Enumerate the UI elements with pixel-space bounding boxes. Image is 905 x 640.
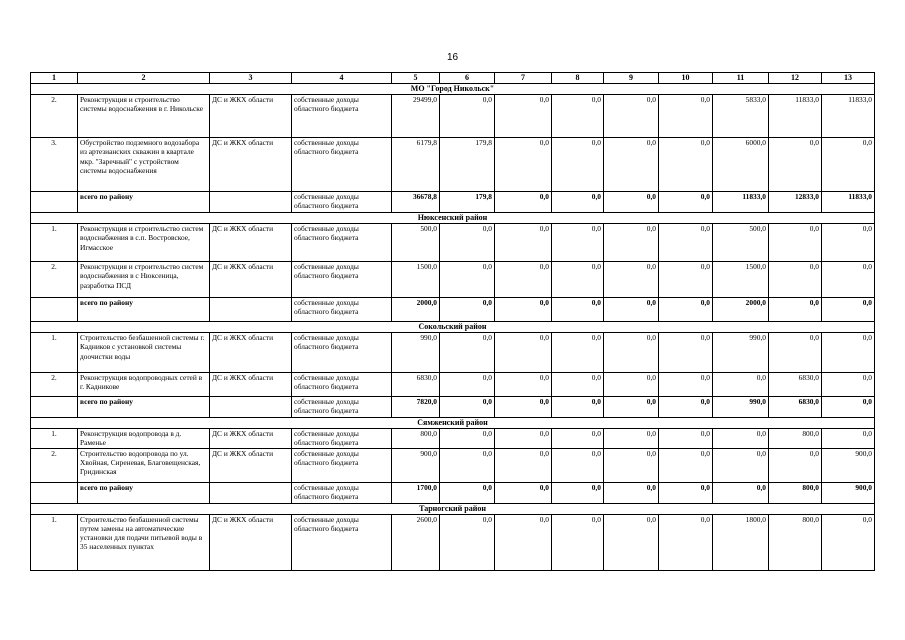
header-row (31, 73, 875, 84)
amount-cell: 0,0 (659, 138, 713, 192)
section-header-row (31, 503, 875, 514)
funding-source: собственные доходы областного бюджета (292, 333, 392, 373)
amount-cell: 0,0 (552, 192, 604, 213)
section-title: Сямженский район (31, 418, 875, 429)
amount-cell: 0,0 (604, 262, 659, 298)
column-header: 10 (659, 73, 713, 84)
table-row (31, 429, 875, 449)
amount-cell: 0,0 (659, 298, 713, 322)
funding-source: собственные доходы областного бюджета (292, 448, 392, 482)
project-name: Строительство водопровода по ул. Хвойная, Сиреневая, Благовещенская, Гридинская (78, 448, 210, 482)
amount-cell: 179,8 (440, 192, 495, 213)
amount-cell: 2000,0 (713, 298, 769, 322)
amount-cell: 6830,0 (769, 373, 822, 397)
column-header: 3 (210, 73, 292, 84)
amount-cell: 0,0 (769, 262, 822, 298)
amount-cell: 0,0 (440, 333, 495, 373)
amount-cell: 0,0 (604, 482, 659, 503)
funding-source: собственные доходы областного бюджета (292, 373, 392, 397)
amount-cell: 0,0 (495, 95, 552, 138)
project-name: Реконструкция водопровода в д. Раменье (78, 429, 210, 449)
column-header: 12 (769, 73, 822, 84)
amount-cell: 6000,0 (713, 138, 769, 192)
amount-cell: 900,0 (392, 448, 440, 482)
amount-cell: 29499,0 (392, 95, 440, 138)
amount-cell: 0,0 (440, 95, 495, 138)
responsible-org: ДС и ЖКХ области (210, 448, 292, 482)
amount-cell: 12833,0 (769, 192, 822, 213)
amount-cell: 0,0 (495, 373, 552, 397)
row-number: 2. (31, 95, 78, 138)
section-header-row (31, 322, 875, 333)
amount-cell: 11833,0 (769, 95, 822, 138)
column-header: 7 (495, 73, 552, 84)
amount-cell: 500,0 (392, 224, 440, 262)
total-label: всего по району (78, 397, 210, 418)
funding-source: собственные доходы областного бюджета (292, 192, 392, 213)
row-number (31, 482, 78, 503)
total-row (31, 397, 875, 418)
amount-cell: 0,0 (552, 482, 604, 503)
amount-cell: 0,0 (552, 262, 604, 298)
amount-cell: 990,0 (713, 397, 769, 418)
responsible-org: ДС и ЖКХ области (210, 514, 292, 570)
responsible-org: ДС и ЖКХ области (210, 262, 292, 298)
amount-cell: 0,0 (552, 298, 604, 322)
amount-cell: 990,0 (713, 333, 769, 373)
responsible-org: ДС и ЖКХ области (210, 224, 292, 262)
amount-cell: 0,0 (713, 429, 769, 449)
amount-cell: 1500,0 (392, 262, 440, 298)
funding-source: собственные доходы областного бюджета (292, 138, 392, 192)
amount-cell: 7820,0 (392, 397, 440, 418)
amount-cell: 1500,0 (713, 262, 769, 298)
amount-cell: 0,0 (604, 397, 659, 418)
column-header: 4 (292, 73, 392, 84)
responsible-org (210, 397, 292, 418)
total-row (31, 482, 875, 503)
table-row (31, 95, 875, 138)
row-number: 1. (31, 224, 78, 262)
row-number (31, 397, 78, 418)
amount-cell: 0,0 (495, 262, 552, 298)
amount-cell: 0,0 (552, 138, 604, 192)
total-label: всего по району (78, 482, 210, 503)
amount-cell: 0,0 (552, 373, 604, 397)
amount-cell: 0,0 (440, 298, 495, 322)
amount-cell: 0,0 (440, 262, 495, 298)
project-name: Реконструкция и строительство систем водоснабжения в с Нюксеница, разработка ПСД (78, 262, 210, 298)
table-row (31, 448, 875, 482)
amount-cell: 11833,0 (713, 192, 769, 213)
amount-cell: 800,0 (392, 429, 440, 449)
amount-cell: 0,0 (604, 298, 659, 322)
project-name: Реконструкция и строительство систем водоснабжения в с.п. Востровское, Игмасское (78, 224, 210, 262)
amount-cell: 0,0 (552, 333, 604, 373)
amount-cell: 0,0 (552, 224, 604, 262)
project-name: Строительство безбашенной системы г. Кадников с установкой системы доочистки воды (78, 333, 210, 373)
amount-cell: 800,0 (769, 514, 822, 570)
amount-cell: 0,0 (495, 448, 552, 482)
row-number: 3. (31, 138, 78, 192)
amount-cell: 0,0 (440, 224, 495, 262)
row-number: 2. (31, 373, 78, 397)
amount-cell: 0,0 (495, 514, 552, 570)
funding-source: собственные доходы областного бюджета (292, 514, 392, 570)
amount-cell: 0,0 (822, 397, 875, 418)
section-title: Нюксенский район (31, 213, 875, 224)
funding-source: собственные доходы областного бюджета (292, 482, 392, 503)
funding-source: собственные доходы областного бюджета (292, 298, 392, 322)
funding-source: собственные доходы областного бюджета (292, 224, 392, 262)
funding-source: собственные доходы областного бюджета (292, 262, 392, 298)
project-name: Строительство безбашенной системы путем замены на автоматические установки для подачи питьевой воды в 35 населенных пунктах (78, 514, 210, 570)
amount-cell: 0,0 (822, 262, 875, 298)
amount-cell: 0,0 (769, 298, 822, 322)
amount-cell: 0,0 (659, 224, 713, 262)
amount-cell: 0,0 (552, 95, 604, 138)
amount-cell: 0,0 (659, 448, 713, 482)
section-title: Тарногский район (31, 503, 875, 514)
section-header-row (31, 213, 875, 224)
amount-cell: 0,0 (604, 224, 659, 262)
amount-cell: 0,0 (495, 224, 552, 262)
amount-cell: 0,0 (659, 333, 713, 373)
table-row (31, 262, 875, 298)
responsible-org: ДС и ЖКХ области (210, 95, 292, 138)
amount-cell: 0,0 (604, 429, 659, 449)
amount-cell: 36678,8 (392, 192, 440, 213)
row-number: 2. (31, 262, 78, 298)
amount-cell: 0,0 (552, 448, 604, 482)
amount-cell: 0,0 (440, 482, 495, 503)
amount-cell: 0,0 (659, 514, 713, 570)
amount-cell: 0,0 (659, 262, 713, 298)
amount-cell: 0,0 (659, 192, 713, 213)
amount-cell: 0,0 (440, 448, 495, 482)
amount-cell: 0,0 (440, 373, 495, 397)
amount-cell: 0,0 (440, 397, 495, 418)
page-number: 16 (446, 52, 459, 63)
amount-cell: 0,0 (659, 397, 713, 418)
column-header: 6 (440, 73, 495, 84)
amount-cell: 0,0 (495, 138, 552, 192)
column-header: 8 (552, 73, 604, 84)
total-row (31, 298, 875, 322)
project-name: Реконструкция водопроводных сетей в г. Кадникове (78, 373, 210, 397)
table-row (31, 333, 875, 373)
responsible-org: ДС и ЖКХ области (210, 333, 292, 373)
total-row (31, 192, 875, 213)
amount-cell: 6179,8 (392, 138, 440, 192)
amount-cell: 0,0 (659, 482, 713, 503)
amount-cell: 900,0 (822, 448, 875, 482)
amount-cell: 2000,0 (392, 298, 440, 322)
amount-cell: 0,0 (822, 373, 875, 397)
row-number: 1. (31, 333, 78, 373)
amount-cell: 1700,0 (392, 482, 440, 503)
amount-cell: 500,0 (713, 224, 769, 262)
amount-cell: 0,0 (822, 224, 875, 262)
amount-cell: 990,0 (392, 333, 440, 373)
amount-cell: 0,0 (604, 448, 659, 482)
table-row (31, 514, 875, 570)
amount-cell: 1800,0 (713, 514, 769, 570)
responsible-org: ДС и ЖКХ области (210, 429, 292, 449)
amount-cell: 0,0 (769, 138, 822, 192)
amount-cell: 5833,0 (713, 95, 769, 138)
amount-cell: 0,0 (659, 373, 713, 397)
row-number (31, 298, 78, 322)
amount-cell: 0,0 (769, 448, 822, 482)
amount-cell: 0,0 (713, 482, 769, 503)
project-name: Реконструкция и строительство системы водоснабжения в г. Никольске (78, 95, 210, 138)
column-header: 1 (31, 73, 78, 84)
amount-cell: 0,0 (822, 298, 875, 322)
total-label: всего по району (78, 298, 210, 322)
amount-cell: 11833,0 (822, 192, 875, 213)
column-header: 13 (822, 73, 875, 84)
amount-cell: 0,0 (552, 429, 604, 449)
column-header: 2 (78, 73, 210, 84)
amount-cell: 179,8 (440, 138, 495, 192)
amount-cell: 6830,0 (769, 397, 822, 418)
amount-cell: 0,0 (604, 514, 659, 570)
responsible-org (210, 298, 292, 322)
amount-cell: 0,0 (769, 224, 822, 262)
column-header: 9 (604, 73, 659, 84)
amount-cell: 800,0 (769, 429, 822, 449)
responsible-org: ДС и ЖКХ области (210, 138, 292, 192)
amount-cell: 900,0 (822, 482, 875, 503)
responsible-org: ДС и ЖКХ области (210, 373, 292, 397)
amount-cell: 0,0 (713, 373, 769, 397)
project-name: Обустройство подземного водозабора из артезианских скважин в квартале мкр. "Заречный" с устройством системы водоснабжения (78, 138, 210, 192)
amount-cell: 0,0 (604, 192, 659, 213)
responsible-org (210, 482, 292, 503)
section-header-row (31, 418, 875, 429)
funding-source: собственные доходы областного бюджета (292, 429, 392, 449)
amount-cell: 0,0 (552, 397, 604, 418)
amount-cell: 2600,0 (392, 514, 440, 570)
responsible-org (210, 192, 292, 213)
budget-table (30, 72, 875, 571)
column-header: 11 (713, 73, 769, 84)
amount-cell: 6830,0 (392, 373, 440, 397)
amount-cell: 0,0 (604, 95, 659, 138)
table-row (31, 373, 875, 397)
row-number: 1. (31, 514, 78, 570)
amount-cell: 0,0 (552, 514, 604, 570)
row-number (31, 192, 78, 213)
row-number: 1. (31, 429, 78, 449)
amount-cell: 0,0 (495, 429, 552, 449)
amount-cell: 11833,0 (822, 95, 875, 138)
amount-cell: 0,0 (495, 298, 552, 322)
amount-cell: 0,0 (822, 138, 875, 192)
amount-cell: 0,0 (713, 448, 769, 482)
amount-cell: 0,0 (440, 429, 495, 449)
amount-cell: 0,0 (495, 333, 552, 373)
column-header: 5 (392, 73, 440, 84)
amount-cell: 0,0 (822, 333, 875, 373)
amount-cell: 0,0 (769, 333, 822, 373)
amount-cell: 0,0 (822, 514, 875, 570)
amount-cell: 0,0 (659, 429, 713, 449)
table-row (31, 138, 875, 192)
amount-cell: 0,0 (822, 429, 875, 449)
table-row (31, 224, 875, 262)
total-label: всего по району (78, 192, 210, 213)
amount-cell: 0,0 (495, 192, 552, 213)
amount-cell: 0,0 (659, 95, 713, 138)
funding-source: собственные доходы областного бюджета (292, 95, 392, 138)
amount-cell: 800,0 (769, 482, 822, 503)
row-number: 2. (31, 448, 78, 482)
section-title: Сокольский район (31, 322, 875, 333)
amount-cell: 0,0 (440, 514, 495, 570)
amount-cell: 0,0 (495, 482, 552, 503)
amount-cell: 0,0 (604, 373, 659, 397)
section-title: МО "Город Никольск" (31, 84, 875, 95)
amount-cell: 0,0 (604, 138, 659, 192)
section-header-row (31, 84, 875, 95)
amount-cell: 0,0 (495, 397, 552, 418)
funding-source: собственные доходы областного бюджета (292, 397, 392, 418)
amount-cell: 0,0 (604, 333, 659, 373)
